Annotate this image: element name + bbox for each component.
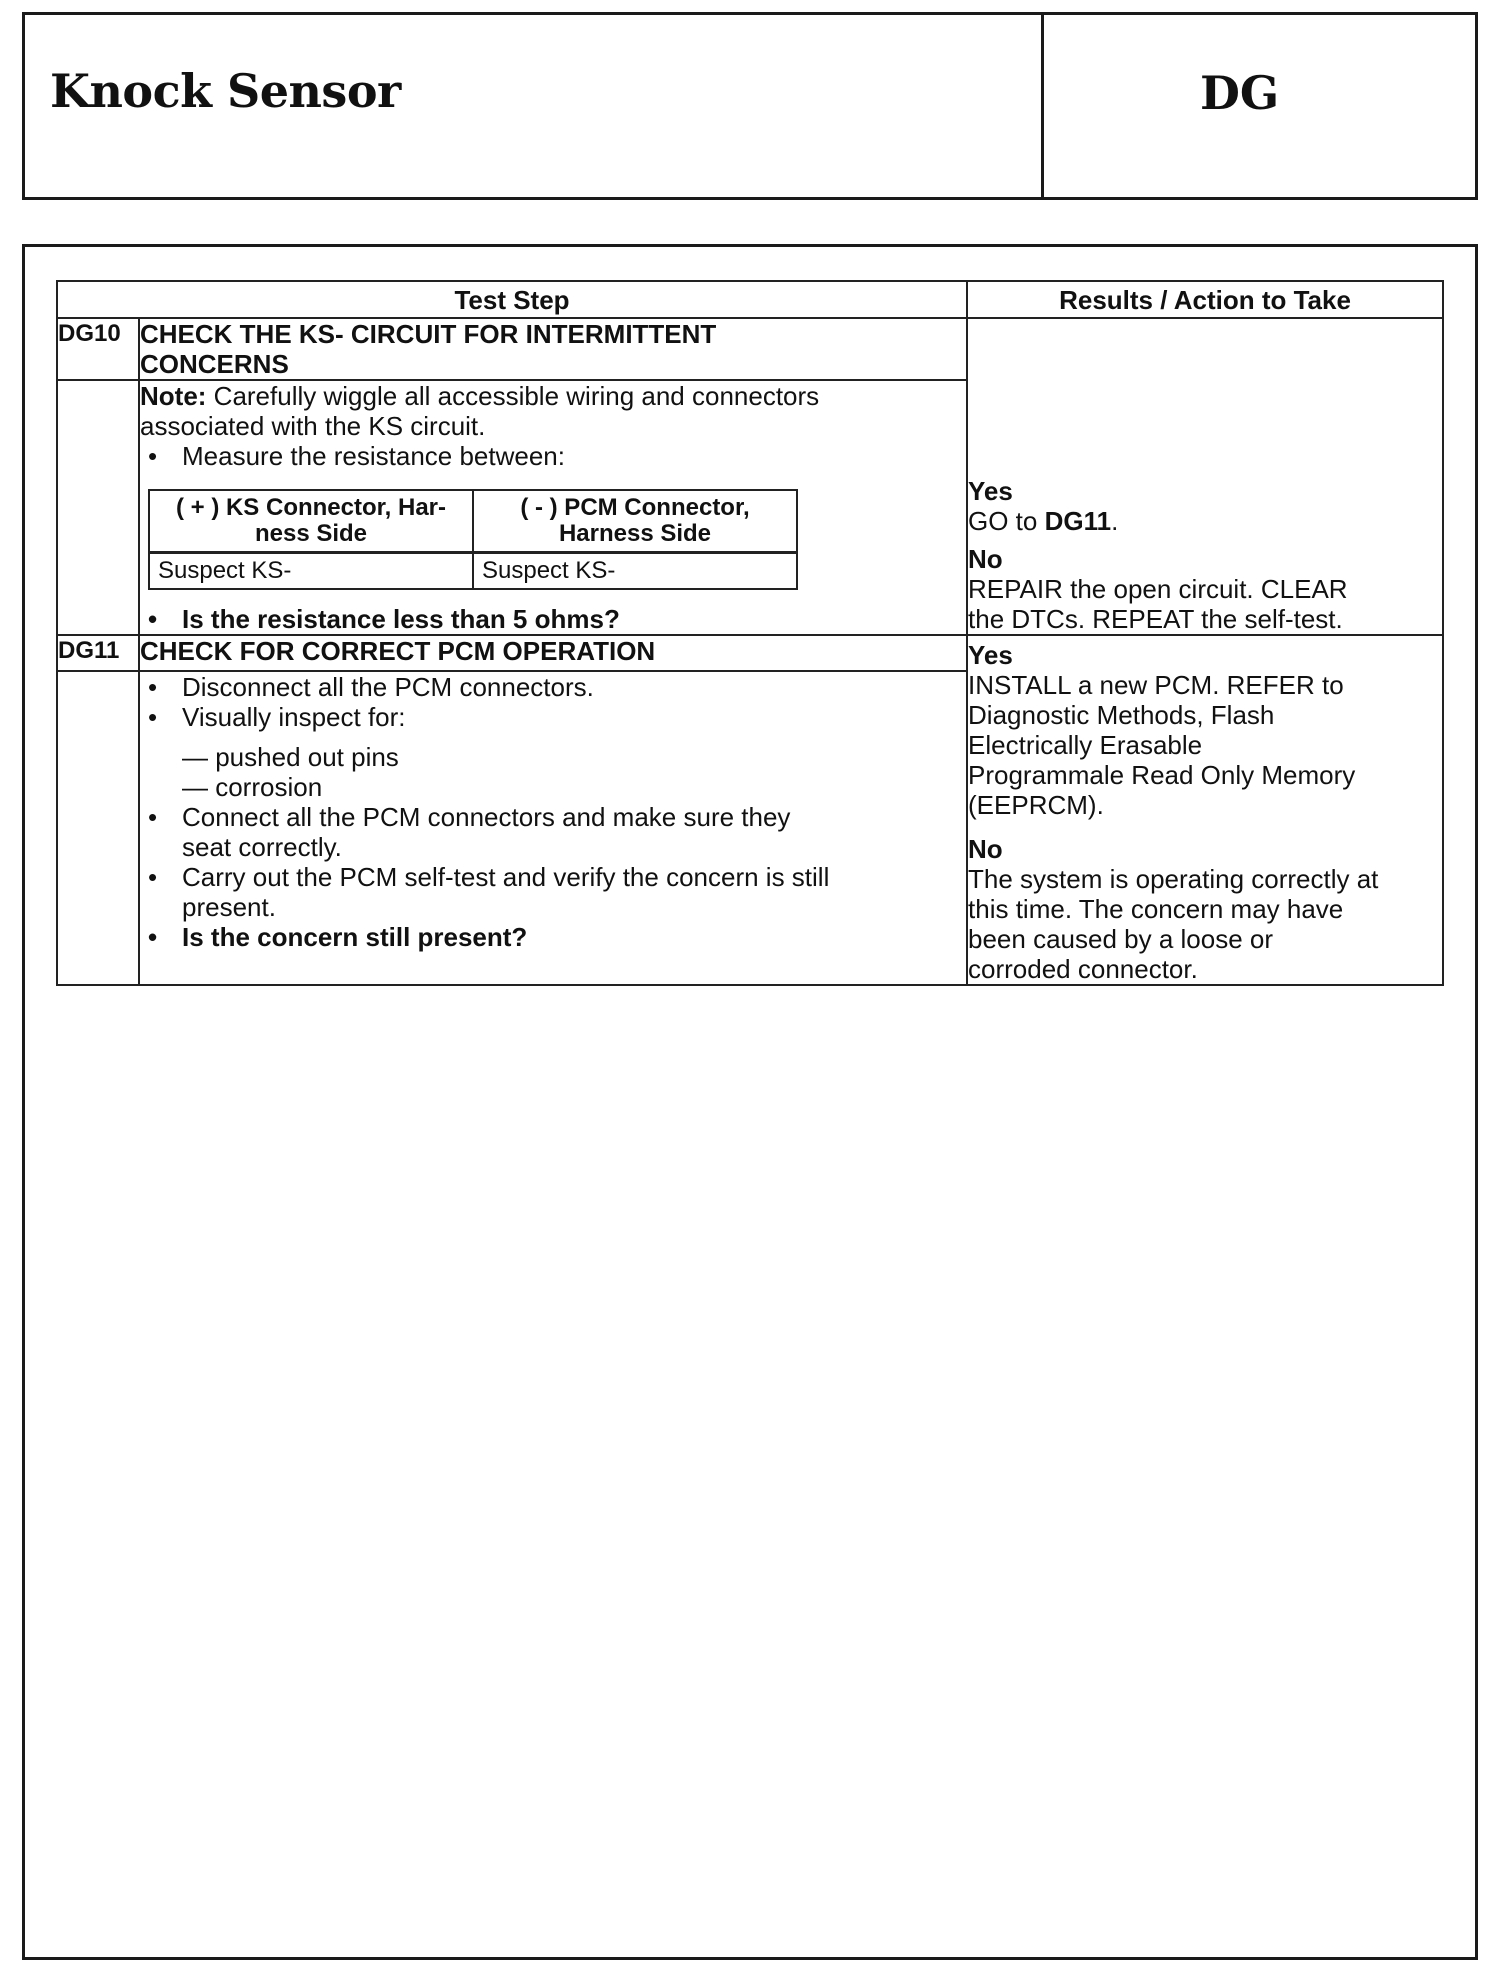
connector-cell: Suspect KS- <box>473 553 797 590</box>
step-body <box>139 671 967 985</box>
step-id-blank <box>57 671 139 985</box>
spacer <box>140 732 966 742</box>
yes-label: Yes <box>968 476 1013 506</box>
no-label: No <box>968 834 1003 864</box>
no-action-line: the DTCs. REPEAT the self-test. <box>968 604 1343 634</box>
step-title <box>139 318 967 380</box>
yes-action-line: Diagnostic Methods, Flash <box>968 700 1275 730</box>
step-title-row <box>57 318 1443 380</box>
note <box>140 381 966 411</box>
bullet-item: • Connect all the PCM connectors and make sure they <box>140 802 966 832</box>
no-action-line: The system is operating correctly at <box>968 864 1379 894</box>
yes-action-line: Electrically Erasable <box>968 730 1203 760</box>
step-title: CHECK FOR CORRECT PCM OPERATION <box>139 635 967 671</box>
yes-action-line: INSTALL a new PCM. REFER to <box>968 670 1344 700</box>
connector-header-plus: ( + ) KS Connector, Har- ness Side <box>149 490 473 553</box>
step-title-line: CONCERNS <box>140 349 289 379</box>
step-body <box>139 380 967 635</box>
note-text: Carefully wiggle all accessible wiring and connectors <box>206 381 820 411</box>
yes-label: Yes <box>968 640 1013 670</box>
step-id: DG11 <box>57 635 139 671</box>
yes-text-end: . <box>1111 506 1119 536</box>
no-label: No <box>968 544 1003 574</box>
note-text: associated with the KS circuit. <box>140 411 486 441</box>
step-id-blank <box>57 380 139 635</box>
table-header-row <box>57 281 1443 318</box>
step-title-line: CHECK THE KS- CIRCUIT FOR INTERMITTENT <box>140 319 717 349</box>
step-result <box>967 635 1443 985</box>
page-title: Knock Sensor <box>50 64 401 118</box>
step-title-row <box>57 635 1443 671</box>
yes-action <box>968 506 1442 536</box>
step-question: • Is the concern still present? <box>140 922 966 952</box>
header-divider <box>1041 15 1044 197</box>
connector-cell: Suspect KS- <box>149 553 473 590</box>
col-header-test-step: Test Step <box>57 281 967 318</box>
connector-header-minus: ( - ) PCM Connector, Harness Side <box>473 490 797 553</box>
no-action-line: corroded connector. <box>968 954 1198 984</box>
bullet-item: • Measure the resistance between: <box>140 441 966 471</box>
yes-action-line: Programmale Read Only Memory <box>968 760 1356 790</box>
bullet-item: • Disconnect all the PCM connectors. <box>140 672 966 702</box>
bullet-continuation: present. <box>182 891 276 922</box>
step-question: • Is the resistance less than 5 ohms? <box>140 604 966 634</box>
bullet-item: • Carry out the PCM self-test and verify the concern is still <box>140 862 966 892</box>
yes-text: GO to <box>968 506 1045 536</box>
no-action-line: this time. The concern may have <box>968 894 1344 924</box>
diagnostic-table <box>56 280 1444 986</box>
col-header-results: Results / Action to Take <box>967 281 1443 318</box>
no-action-line: been caused by a loose or <box>968 924 1274 954</box>
yes-action-line: (EEPRCM). <box>968 790 1104 820</box>
dash-item: — pushed out pins <box>182 741 399 772</box>
bullet-item: • Visually inspect for: <box>140 702 966 732</box>
no-action-line: REPAIR the open circuit. CLEAR <box>968 574 1348 604</box>
bullet-continuation: seat correctly. <box>182 831 342 862</box>
dash-item: — corrosion <box>182 771 323 802</box>
note-label: Note: <box>140 381 207 411</box>
step-id: DG10 <box>57 318 139 380</box>
connector-table <box>148 489 798 590</box>
step-result <box>967 318 1443 635</box>
goto-link-dg11[interactable]: DG11 <box>1044 506 1112 536</box>
section-code: DG <box>1200 66 1280 120</box>
